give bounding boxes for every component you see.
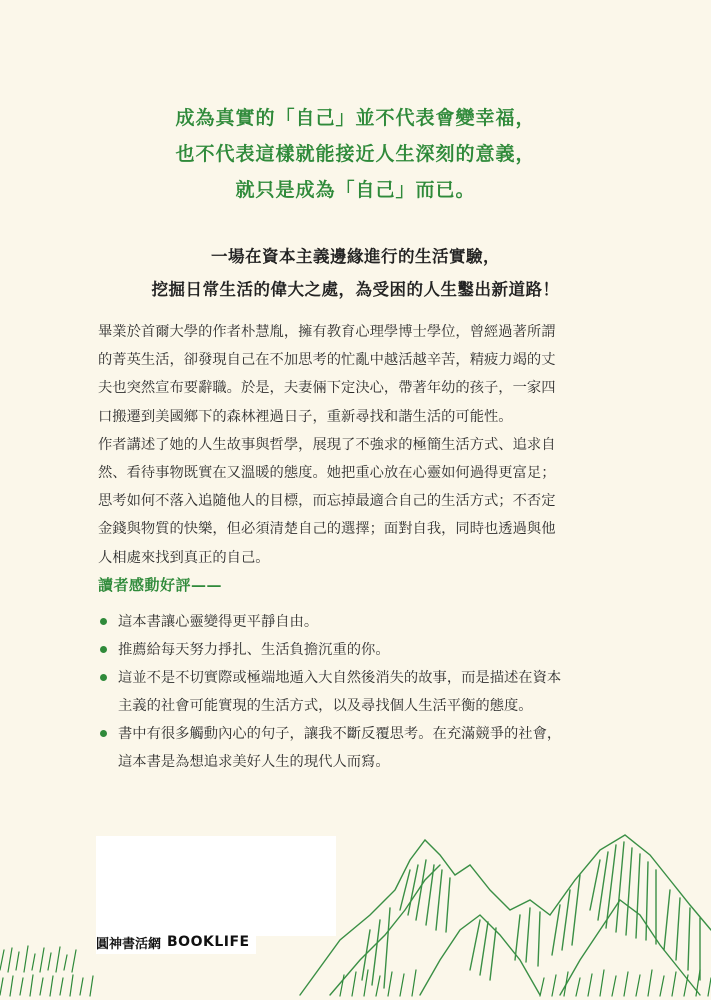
description-paragraphs xyxy=(98,318,618,572)
body-line: 思考如何不落入追隨他人的目標，而忘掉最適合自己的生活方式；不否定 xyxy=(98,493,556,510)
publisher-name-en: BOOKLIFE xyxy=(167,934,250,950)
bullet-dot-icon xyxy=(100,674,107,681)
quote-line: 就只是成為「自己」而已。 xyxy=(235,179,476,201)
review-item xyxy=(98,608,628,636)
headline-quote xyxy=(0,100,711,208)
body-line: 畢業於首爾大學的作者朴慧胤，擁有教育心理學博士學位，曾經過著所謂 xyxy=(98,324,556,340)
review-line: 這本書是為想追求美好人生的現代人而寫。 xyxy=(118,754,390,770)
body-line: 然、看待事物既實在又溫暖的態度。她把重心放在心靈如何過得更富足； xyxy=(98,465,556,482)
review-line: 這本書讓心靈變得更平靜自由。 xyxy=(118,614,319,630)
body-line: 的菁英生活，卻發現自己在不加思考的忙亂中越活越辛苦，精疲力竭的丈 xyxy=(98,352,556,369)
subtitle xyxy=(0,240,711,306)
body-line: 夫也突然宣布要辭職。於是，夫妻倆下定決心，帶著年幼的孩子，一家四 xyxy=(98,380,556,397)
quote-line: 也不代表這樣就能接近人生深刻的意義， xyxy=(175,143,536,165)
reviews-heading: 讀者感動好評—— xyxy=(98,576,223,594)
review-item xyxy=(98,664,628,720)
review-line: 這並不是不切實際或極端地遁入大自然後消失的故事，而是描述在資本 xyxy=(118,670,562,686)
bullet-dot-icon xyxy=(100,730,107,737)
barcode-area xyxy=(96,836,336,936)
publisher-name-cn: 圓神書活網 xyxy=(96,936,162,952)
bullet-dot-icon xyxy=(100,646,107,653)
body-line: 金錢與物質的快樂，但必須清楚自己的選擇；面對自我，同時也透過與他 xyxy=(98,521,556,538)
review-line: 推薦給每天努力掙扎、生活負擔沉重的你。 xyxy=(118,642,390,658)
subtitle-line: 一場在資本主義邊緣進行的生活實驗， xyxy=(211,247,500,266)
body-line: 口搬遷到美國鄉下的森林裡過日子，重新尋找和諧生活的可能性。 xyxy=(98,408,513,425)
bullet-dot-icon xyxy=(100,618,107,625)
review-line: 主義的社會可能實現的生活方式，以及尋找個人生活平衡的態度。 xyxy=(118,698,533,714)
body-line: 人相處來找到真正的自己。 xyxy=(98,549,270,566)
subtitle-line: 挖掘日常生活的偉大之處，為受困的人生鑿出新道路！ xyxy=(151,280,560,299)
review-item xyxy=(98,636,628,664)
review-item xyxy=(98,720,628,776)
quote-line: 成為真實的「自己」並不代表會變幸福， xyxy=(175,107,536,129)
review-line: 書中有很多觸動內心的句子，讓我不斷反覆思考。在充滿競爭的社會， xyxy=(118,726,562,742)
reviews-list xyxy=(98,608,628,776)
body-line: 作者講述了她的人生故事與哲學，展現了不強求的極簡生活方式、追求自 xyxy=(98,436,556,453)
publisher-logo xyxy=(96,930,256,954)
